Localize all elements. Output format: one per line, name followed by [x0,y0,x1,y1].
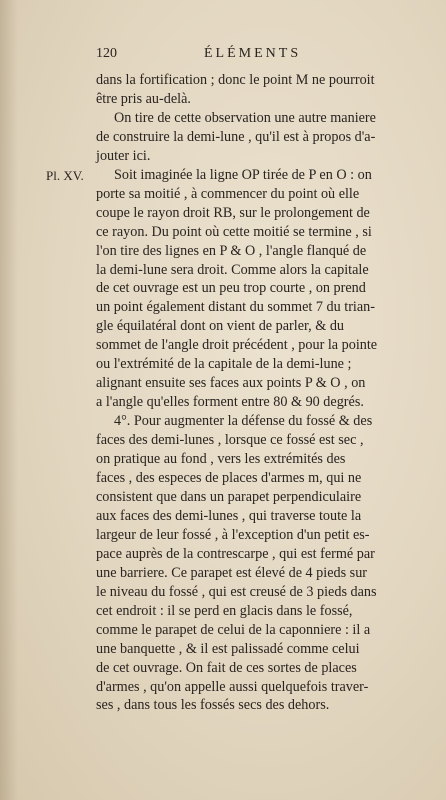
paragraph [96,412,426,715]
text-line: faces des demi-lunes , lorsque ce fossé est sec , [96,432,364,449]
text-line: un point également distant du sommet 7 du trian- [96,299,375,316]
text-line: de cet ouvrage. On fait de ces sortes de places [96,659,357,676]
text-line: faces , des especes de places d'armes m, qui ne [96,470,362,487]
text-line: coupe le rayon droit RB, sur le prolongement de [96,204,370,221]
text-line: une barriere. Ce parapet est élevé de 4 pieds sur [96,564,368,581]
page-number: 120 [96,46,117,61]
text-line: aux faces des demi-lunes , qui traverse toute la [96,507,362,524]
text-line: consistent que dans un parapet perpendiculaire [96,488,362,505]
text-line: le niveau du fossé , qui est creusé de 3 pieds dans [96,583,377,600]
text-line: largeur de leur fossé , à l'exception d'un petit es- [96,526,370,543]
text-line: de construire la demi-lune , qu'il est à propos d'a- [96,128,376,145]
text-line: dans la fortification ; donc le point M ne pourroit [96,72,375,88]
text-line: ses , dans tous les fossés secs des dehors. [96,697,330,714]
text-line: On tire de cette observation une autre maniere [114,109,376,126]
paragraph [96,166,426,412]
plate-reference: Pl. XV. [46,168,84,183]
text-line: sommet de l'angle droit précédent , pour la pointe [96,337,378,354]
text-line: pace auprès de la contrescarpe , qui est fermé par [96,545,375,562]
paragraph [96,109,426,166]
text-line: on pratique au fond , vers les extrémités des [96,451,346,468]
text-line: gle équilatéral dont on vient de parler, & du [96,318,345,335]
text-line: porte sa moitié , à commencer du point où elle [96,185,360,202]
body-text [96,71,426,715]
text-line: ce rayon. Du point où cette moitié se termine , si [96,223,372,240]
paragraph [96,71,426,109]
running-title: ÉLÉMENTS [204,46,302,61]
text-line: être pris au-delà. [96,90,191,107]
text-line: d'armes , qu'on appelle aussi quelquefois traver- [96,678,369,695]
text-line: comme le parapet de celui de la caponniere : il a [96,621,371,638]
text-line: jouter ici. [96,147,151,164]
text-line: alignant ensuite ses faces aux points P & O , on [96,375,366,392]
text-line: ou l'extrémité de la capitale de la demi-lune ; [96,356,352,373]
page-header [96,46,421,64]
text-line: une banquette , & il est palissadé comme celui [96,640,360,657]
text-line: 4°. Pour augmenter la défense du fossé & des [114,413,373,430]
text-line: cet endroit : il se perd en glacis dans le fossé, [96,602,353,619]
text-line: de cet ouvrage est un peu trop courte , on prend [96,280,366,297]
text-line: l'on tire des lignes en P & O , l'angle flanqué de [96,242,367,259]
gutter-shadow [0,0,18,800]
text-line: Soit imaginée la ligne OP tirée de P en O : on [114,166,372,183]
text-line: la demi-lune sera droit. Comme alors la capitale [96,261,369,278]
text-line: a l'angle qu'elles forment entre 80 & 90 degrés. [96,394,364,411]
